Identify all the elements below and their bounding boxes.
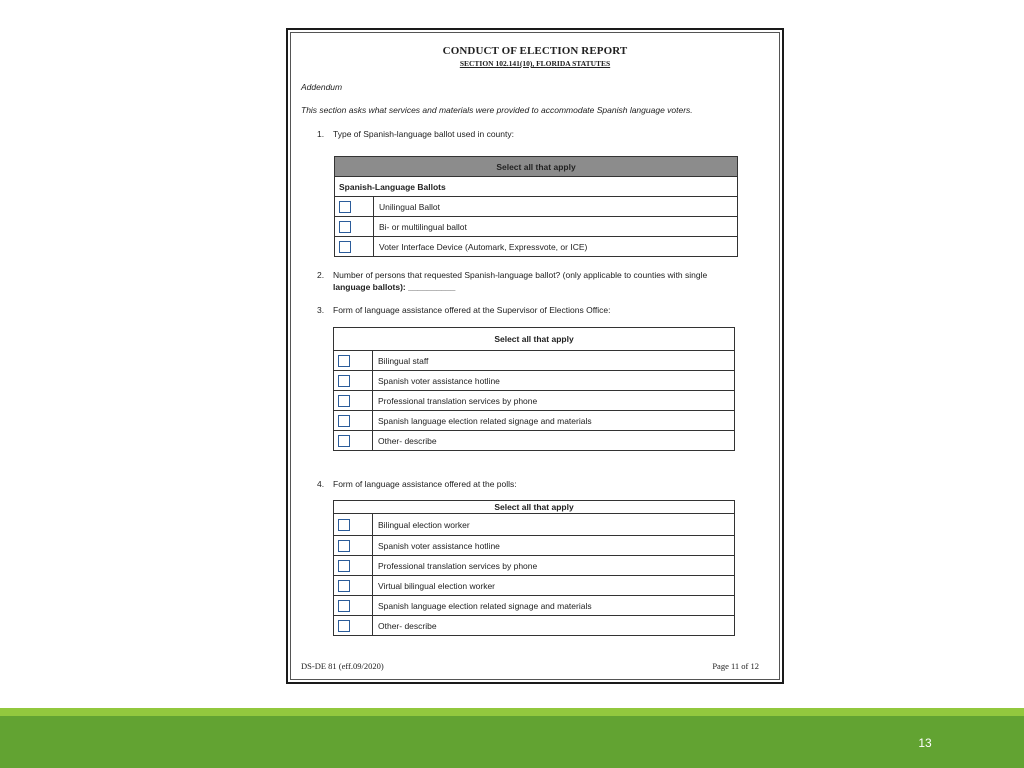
table-row[interactable] — [334, 411, 735, 431]
option-label: Unilingual Ballot — [374, 197, 738, 217]
intro-text: This section asks what services and materials were provided to accommodate Spanish language voters. — [301, 105, 693, 115]
checkbox[interactable] — [338, 375, 350, 387]
table-row[interactable] — [334, 596, 735, 616]
question-1-options-table — [334, 156, 738, 257]
question-3-number: 3. — [317, 305, 325, 315]
question-3 — [317, 304, 757, 316]
question-4-table-header: Select all that apply — [334, 501, 735, 514]
checkbox[interactable] — [339, 221, 351, 233]
question-1 — [317, 128, 757, 140]
document-title: CONDUCT OF ELECTION REPORT — [442, 45, 628, 57]
checkbox[interactable] — [338, 540, 350, 552]
checkbox[interactable] — [338, 519, 350, 531]
table-row[interactable] — [335, 217, 738, 237]
option-label: Spanish language election related signage and materials — [373, 411, 735, 431]
question-4-text: Form of language assistance offered at the polls: — [333, 479, 517, 489]
checkbox[interactable] — [338, 580, 350, 592]
option-label: Professional translation services by phone — [373, 556, 735, 576]
document-page — [286, 28, 784, 684]
checkbox[interactable] — [338, 415, 350, 427]
footer-accent-band — [0, 708, 1024, 716]
question-4 — [317, 478, 757, 490]
question-3-text: Form of language assistance offered at the Supervisor of Elections Office: — [333, 305, 611, 315]
option-label: Professional translation services by phone — [373, 391, 735, 411]
option-label: Spanish voter assistance hotline — [373, 536, 735, 556]
addendum-label: Addendum — [301, 82, 343, 92]
checkbox[interactable] — [338, 355, 350, 367]
document-inner-border — [290, 32, 780, 680]
document-title-block — [291, 45, 779, 68]
slide-number: 13 — [918, 736, 932, 750]
question-3-table-header: Select all that apply — [334, 328, 735, 351]
question-4-number: 4. — [317, 479, 325, 489]
table-row[interactable] — [334, 576, 735, 596]
question-1-text: Type of Spanish-language ballot used in county: — [333, 129, 514, 139]
table-row[interactable] — [334, 556, 735, 576]
option-label: Spanish language election related signage and materials — [373, 596, 735, 616]
table-row[interactable] — [334, 371, 735, 391]
option-label: Bilingual staff — [373, 351, 735, 371]
question-1-table-subheader: Spanish-Language Ballots — [335, 177, 738, 197]
table-row[interactable] — [335, 197, 738, 217]
question-1-number: 1. — [317, 129, 325, 139]
question-2-text-line1: Number of persons that requested Spanish-language ballot? (only applicable to counties with single — [333, 270, 708, 280]
checkbox[interactable] — [338, 620, 350, 632]
table-row[interactable] — [334, 514, 735, 536]
option-label: Virtual bilingual election worker — [373, 576, 735, 596]
table-row[interactable] — [334, 536, 735, 556]
question-4-options-table — [333, 500, 735, 636]
checkbox[interactable] — [339, 241, 351, 253]
option-label: Bilingual election worker — [373, 514, 735, 536]
document-subtitle: SECTION 102.141(10), FLORIDA STATUTES — [459, 59, 611, 68]
option-label: Bi- or multilingual ballot — [374, 217, 738, 237]
question-3-options-table — [333, 327, 735, 451]
table-row[interactable] — [334, 616, 735, 636]
checkbox[interactable] — [339, 201, 351, 213]
question-2 — [317, 269, 757, 295]
checkbox[interactable] — [338, 560, 350, 572]
option-label: Voter Interface Device (Automark, Expressvote, or ICE) — [374, 237, 738, 257]
option-label: Other- describe — [373, 616, 735, 636]
option-label: Other- describe — [373, 431, 735, 451]
question-2-text-line2: language ballots): __________ — [333, 282, 456, 292]
table-row[interactable] — [334, 431, 735, 451]
table-row[interactable] — [334, 351, 735, 371]
checkbox[interactable] — [338, 395, 350, 407]
checkbox[interactable] — [338, 600, 350, 612]
table-row[interactable] — [334, 391, 735, 411]
question-2-number: 2. — [317, 270, 325, 280]
footer-band — [0, 716, 1024, 768]
question-1-table-header: Select all that apply — [335, 157, 738, 177]
option-label: Spanish voter assistance hotline — [373, 371, 735, 391]
form-number: DS-DE 81 (eff.09/2020) — [301, 661, 384, 671]
table-row[interactable] — [335, 237, 738, 257]
page-number: Page 11 of 12 — [712, 661, 759, 671]
checkbox[interactable] — [338, 435, 350, 447]
